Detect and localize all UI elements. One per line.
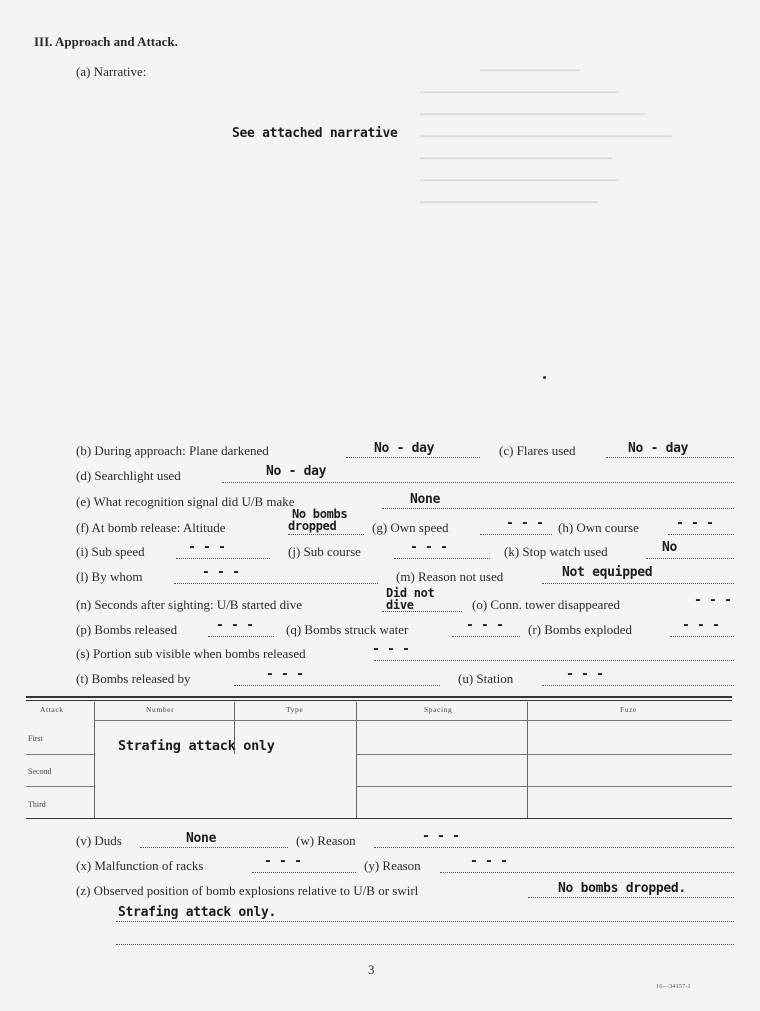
row-rule: [356, 786, 732, 787]
label-w: (w) Reason: [296, 833, 356, 848]
value-y: - - -: [470, 854, 508, 869]
label-e: (e) What recognition signal did U/B make: [76, 494, 295, 509]
row-t-u: [76, 667, 736, 689]
label-o: (o) Conn. tower disappeared: [472, 597, 621, 612]
value-f-line1: No bombs: [292, 507, 348, 521]
value-c: No - day: [628, 441, 689, 456]
value-t: - - -: [266, 667, 304, 682]
value-h: - - -: [676, 516, 714, 531]
label-h: (h) Own course: [558, 520, 639, 535]
row-x-y: [76, 854, 736, 876]
header-fuze: Fuze: [620, 705, 637, 714]
label-s: (s) Portion sub visible when bombs released: [76, 646, 306, 661]
value-u: - - -: [566, 667, 604, 682]
value-n-line2: dive: [386, 598, 414, 612]
label-c: (c) Flares used: [499, 443, 576, 458]
row-e: [76, 494, 736, 512]
row-f-g-h: [76, 507, 736, 538]
value-l: - - -: [202, 565, 240, 580]
value-n-line1: Did not: [386, 586, 435, 600]
label-b: (b) During approach: Plane darkened: [76, 443, 269, 458]
value-x: - - -: [264, 854, 302, 869]
label-u: (u) Station: [458, 671, 514, 686]
header-attack: Attack: [40, 705, 64, 714]
row-p-q-r: [76, 618, 736, 640]
row-label-first: First: [28, 734, 43, 743]
label-i: (i) Sub speed: [76, 544, 145, 559]
value-b: No - day: [374, 441, 435, 456]
header-rule: [94, 720, 732, 721]
ink-dot: [543, 376, 546, 379]
field-z-line3[interactable]: [116, 930, 734, 945]
label-p: (p) Bombs released: [76, 622, 178, 637]
field-k[interactable]: [646, 544, 734, 559]
row-s: [76, 642, 736, 664]
value-r: - - -: [682, 618, 720, 633]
label-j: (j) Sub course: [288, 544, 361, 559]
row-rule: [356, 754, 732, 755]
page-number: 3: [368, 962, 375, 977]
header-number: Number: [146, 705, 175, 714]
label-l: (l) By whom: [76, 569, 143, 584]
label-z: (z) Observed position of bomb explosions relative to U/B or swirl: [76, 883, 419, 898]
row-z: [76, 883, 736, 901]
row-rule: [26, 786, 94, 787]
bleed-through-texture: ━━━━━━━━━━━━━━━ ━━━━━━━━━━━━━━━━━━━━━━━━━━━━━━ ━━━━━━━━━━━━━━━━━━━━━━━━━━━━━━━━━━ ━━━━━━━━━━━━━━━━━━━━━━━━━━━━━━━━━━━━━━ ━━━━━━━━━━━━━━━━━━━━━━━━━━━━━ ━━━━━━━━━━━━━━━━━━━━━━━━━━━━━━ ━━━━━━━━━━━━━━━━━━━━━━━━━━━: [420, 65, 672, 209]
value-s: - - -: [372, 642, 410, 657]
value-w: - - -: [422, 829, 460, 844]
row-l-m: [76, 565, 736, 587]
header-spacing: Spacing: [424, 705, 453, 714]
label-g: (g) Own speed: [372, 520, 449, 535]
row-i-j-k: [76, 540, 736, 562]
form-code: 16—34157-1: [656, 983, 691, 990]
row-rule: [26, 754, 94, 755]
table-top-rule: [26, 696, 732, 698]
label-r: (r) Bombs exploded: [528, 622, 632, 637]
value-z-continuation: Strafing attack only.: [118, 905, 277, 920]
label-v: (v) Duds: [76, 833, 122, 848]
label-m: (m) Reason not used: [396, 569, 504, 584]
value-g: - - -: [506, 516, 544, 531]
row-label-third: Third: [28, 800, 46, 809]
value-i: - - -: [188, 540, 226, 555]
label-n: (n) Seconds after sighting: U/B started dive: [76, 597, 303, 612]
label-q: (q) Bombs struck water: [286, 622, 409, 637]
value-j: - - -: [410, 540, 448, 555]
label-f: (f) At bomb release: Altitude: [76, 520, 226, 535]
section-title: III. Approach and Attack.: [34, 34, 178, 49]
field-t[interactable]: [234, 671, 440, 686]
row-n-o: [76, 586, 740, 615]
value-z: No bombs dropped.: [558, 881, 686, 896]
value-k: No: [662, 540, 678, 555]
row-z-blank: [76, 930, 736, 948]
value-o: - - -: [694, 593, 732, 608]
value-q: - - -: [466, 618, 504, 633]
label-t: (t) Bombs released by: [76, 671, 191, 686]
label-d: (d) Searchlight used: [76, 468, 181, 483]
row-label-second: Second: [28, 767, 52, 776]
value-m: Not equipped: [562, 565, 653, 580]
narrative-value: See attached narrative: [232, 126, 398, 141]
label-y: (y) Reason: [364, 858, 421, 873]
narrative-label: (a) Narrative:: [76, 64, 147, 79]
table-entry: Strafing attack only: [118, 738, 275, 754]
value-v: None: [186, 831, 217, 846]
row-b-c: [76, 443, 736, 461]
table-bottom-rule: [26, 818, 732, 819]
header-type: Type: [286, 705, 304, 714]
value-p: - - -: [216, 618, 254, 633]
row-d: [76, 464, 736, 486]
label-x: (x) Malfunction of racks: [76, 858, 204, 873]
value-f-line2: dropped: [288, 519, 337, 533]
row-z-continuation: [76, 907, 736, 925]
field-s[interactable]: [374, 646, 734, 661]
value-d: No - day: [266, 464, 327, 479]
table-top-rule-2: [26, 700, 732, 701]
label-k: (k) Stop watch used: [504, 544, 608, 559]
value-e: None: [410, 492, 441, 507]
row-v-w: [76, 829, 736, 851]
